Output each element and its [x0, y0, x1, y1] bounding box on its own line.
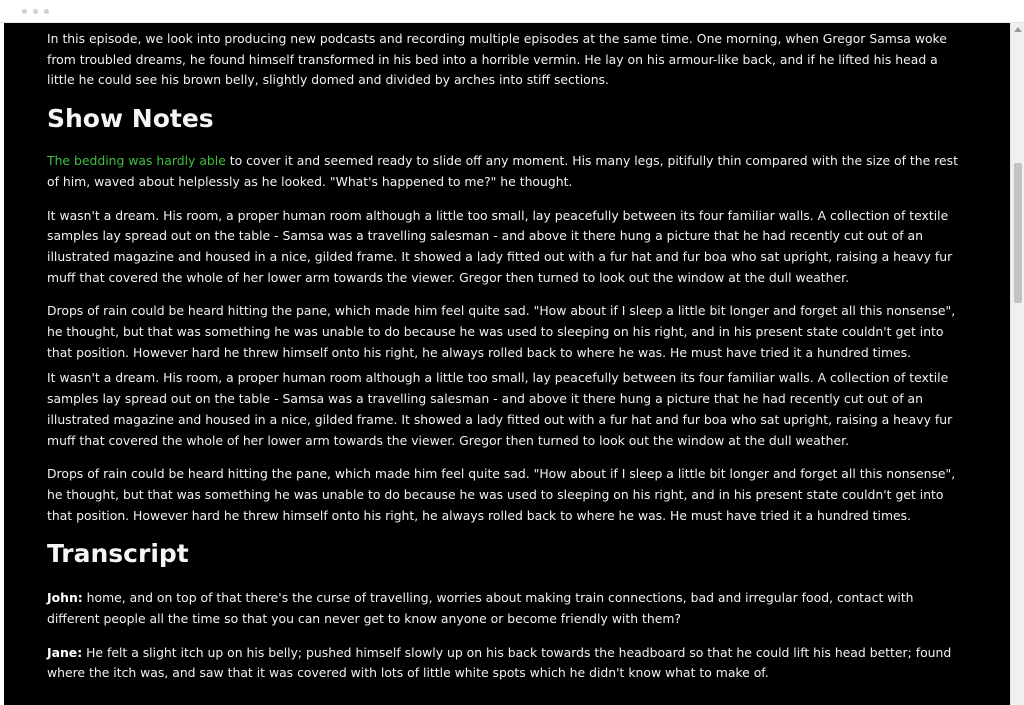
show-notes-heading: Show Notes	[47, 104, 214, 134]
show-notes-paragraph: It wasn't a dream. His room, a proper human room although a little too small, lay peacefully between its four familiar walls. A collection of textile samples lay spread out on the table - Samsa was a travelling salesman - and above it there hung a picture that he had recently cut out of an illustrated magazine and housed in a nice, gilded frame. It showed a lady fitted out with a fur hat and fur boa who sat upright, raising a heavy fur muff that covered the whole of her lower arm towards the viewer. Gregor then turned to look out the window at the dull weather.	[47, 370, 953, 448]
transcript-heading: Transcript	[47, 539, 189, 569]
scroll-up-icon[interactable]	[1014, 27, 1022, 32]
page-content	[4, 23, 1010, 705]
show-notes-paragraph: Drops of rain could be heard hitting the pane, which made him feel quite sad. "How about if I sleep a little bit longer and forget all this nonsense", he thought, but that was something he was unable to do because he was used to sleeping on his right, and in his present state couldn't get into that position. However hard he threw himself onto his right, he always rolled back to where he was. He must have tried it a hundred times.	[47, 303, 956, 360]
transcript-speaker: John:	[47, 590, 83, 606]
show-notes-link[interactable]: The bedding was hardly able	[47, 153, 226, 169]
window-control-dot[interactable]	[44, 9, 49, 14]
show-notes-paragraph-text: to cover it and seemed ready to slide off any moment. His many legs, pitifully thin compared with the size of the rest of him, waved about helplessly as he looked. "What's happened to me?" he thought.	[47, 153, 958, 189]
transcript-entry	[47, 588, 967, 629]
show-notes-paragraph: Drops of rain could be heard hitting the pane, which made him feel quite sad. "How about if I sleep a little bit longer and forget all this nonsense", he thought, but that was something he was unable to do because he was used to sleeping on his right, and in his present state couldn't get into that position. However hard he threw himself onto his right, he always rolled back to where he was. He must have tried it a hundred times.	[47, 466, 956, 523]
transcript-text: He felt a slight itch up on his belly; pushed himself slowly up on his back towards the headboard so that he could lift his head better; found where the itch was, and saw that it was covered with lots of little white spots which he didn't know what to make of.	[47, 644, 952, 681]
window-titlebar	[0, 0, 1024, 23]
window-control-dot[interactable]	[22, 9, 27, 14]
transcript-entry	[47, 643, 967, 684]
show-notes-paragraph	[47, 151, 967, 192]
show-notes-paragraph: It wasn't a dream. His room, a proper human room although a little too small, lay peacefully between its four familiar walls. A collection of textile samples lay spread out on the table - Samsa was a travelling salesman - and above it there hung a picture that he had recently cut out of an illustrated magazine and housed in a nice, gilded frame. It showed a lady fitted out with a fur hat and fur boa who sat upright, raising a heavy fur muff that covered the whole of her lower arm towards the viewer. Gregor then turned to look out the window at the dull weather.	[47, 207, 953, 285]
scrollbar-thumb[interactable]	[1014, 163, 1022, 303]
transcript-text: home, and on top of that there's the curse of travelling, worries about making train connections, bad and irregular food, contact with different people all the time so that you can never get to know anyone or become friendly with them?	[47, 590, 914, 627]
transcript-speaker: Jane:	[47, 644, 83, 660]
episode-article	[47, 29, 967, 697]
vertical-scrollbar[interactable]	[1010, 23, 1024, 705]
window-control-dot[interactable]	[33, 9, 38, 14]
episode-intro: In this episode, we look into producing new podcasts and recording multiple episodes at the same time. One morning, when Gregor Samsa woke from troubled dreams, he found himself transformed in his bed into a horrible vermin. He lay on his armour-like back, and if he lifted his head a little he could see his brown belly, slightly domed and divided by arches into stiff sections.	[47, 31, 947, 88]
